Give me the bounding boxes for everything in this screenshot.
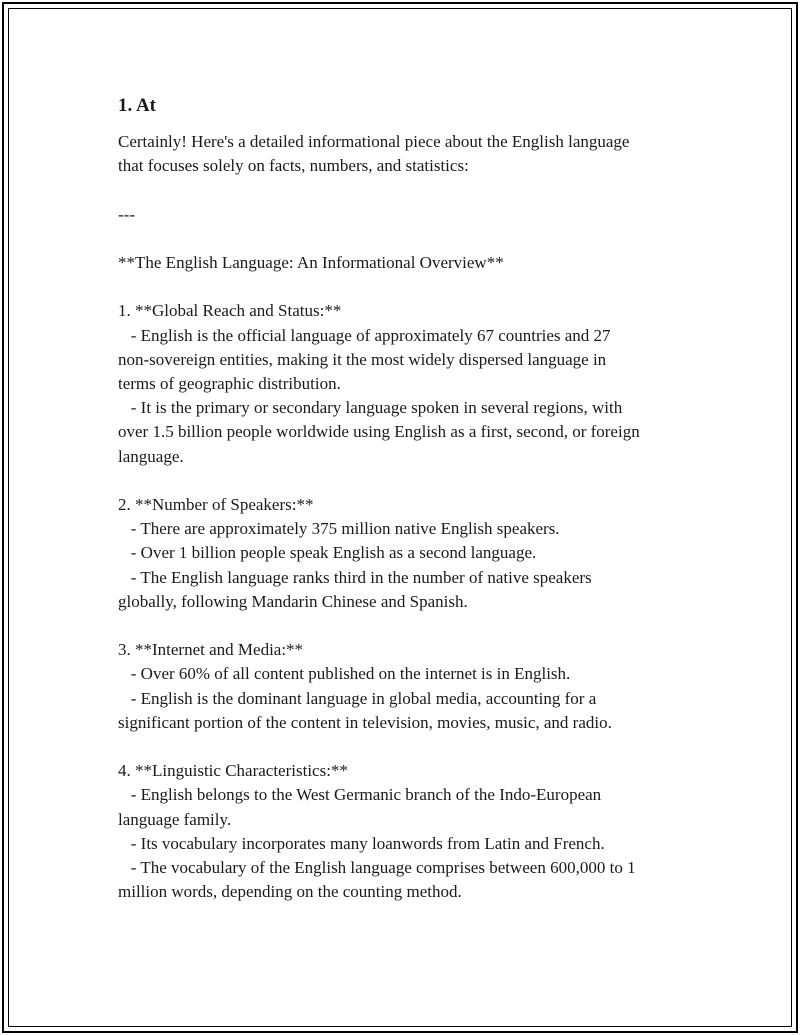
document-body: Certainly! Here's a detailed informational piece about the English language that focuses solely on facts, numbers, and statistics: --- **The English Language: An Informational Overview** 1. **Global Reach and Status:** - English is the official language of approximately 67 countries and 27 non-sovereign entities, making it the most widely dispersed language in terms of geographic distribution. - It is the primary or secondary language spoken in several regions, with over 1.5 billion people worldwide using English as a first, second, or foreign language. 2. **Number of Speakers:** - There are approximately 375 million native English speakers. - Over 1 billion people speak English as a second language. - The English language ranks third in the number of native speakers globally, following Mandarin Chinese and Spanish. 3. **Internet and Media:** - Over 60% of all content published on the internet is in English. - English is the dominant language in global media, accounting for a significant portion of the content in television, movies, music, and radio. 4. **Linguistic Characteristics:** - English belongs to the West Germanic branch of the Indo-European language family. - Its vocabulary incorporates many loanwords from Latin and French. - The vocabulary of the English language comprises between 600,000 to 1 million words, depending on the counting method.	[118, 132, 640, 902]
document-content	[118, 92, 718, 905]
document-heading: 1. At	[118, 95, 156, 116]
